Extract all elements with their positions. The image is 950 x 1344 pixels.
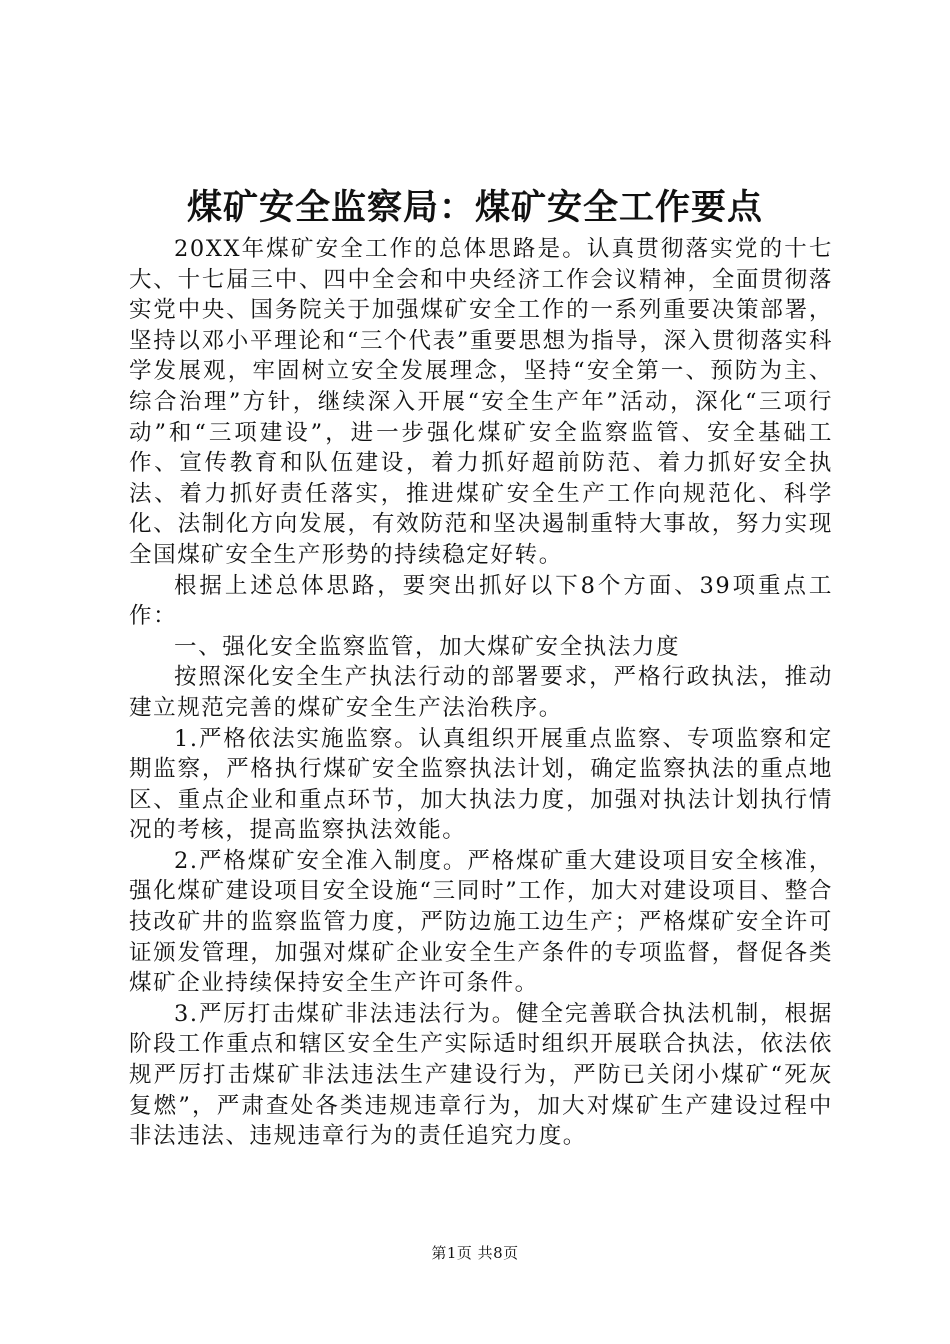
page-number-footer: 第1页 共8页: [431, 1244, 519, 1262]
paragraph-item-1: 1.严格依法实施监察。认真组织开展重点监察、专项监察和定期监察，严格执行煤矿安全监察执法计划，确定监察执法的重点地区、重点企业和重点环节，加大执法力度，加强对执法计划执行情况的考核，提高监察执法效能。: [129, 725, 833, 844]
paragraph-item-2: 2.严格煤矿安全准入制度。严格煤矿重大建设项目安全核准，强化煤矿建设项目安全设施“三同时”工作，加大对建设项目、整合技改矿井的监察监管力度，严防边施工边生产；严格煤矿安全许可证颁发管理，加强对煤矿企业安全生产条件的专项监督，督促各类煤矿企业持续保持安全生产许可条件。: [129, 847, 833, 997]
document-body: [129, 234, 833, 1152]
paragraph-section-1-intro: 按照深化安全生产执法行动的部署要求，严格行政执法，推动建立规范完善的煤矿安全生产法治秩序。: [129, 664, 833, 721]
paragraph-key-tasks-intro: 根据上述总体思路，要突出抓好以下8个方面、39项重点工作：: [129, 572, 833, 630]
paragraph-item-3: 3.严厉打击煤矿非法违法行为。健全完善联合执法机制，根据阶段工作重点和辖区安全生产实际适时组织开展联合执法，依法依规严厉打击煤矿非法违法生产建设行为，严防已关闭小煤矿“死灰复燃”，严肃查处各类违规违章行为，加大对煤矿生产建设过程中非法违法、违规违章行为的责任追究力度。: [129, 1000, 833, 1150]
document-title: 煤矿安全监察局：煤矿安全工作要点: [186, 187, 763, 228]
paragraph-overall-approach: 20XX年煤矿安全工作的总体思路是。认真贯彻落实党的十七大、十七届三中、四中全会和中央经济工作会议精神，全面贯彻落实党中央、国务院关于加强煤矿安全工作的一系列重要决策部署，坚持以邓小平理论和“三个代表”重要思想为指导，深入贯彻落实科学发展观，牢固树立安全发展理念，坚持“安全第一、预防为主、综合治理”方针，继续深入开展“安全生产年”活动，深化“三项行动”和“三项建设”，进一步强化煤矿安全监察监管、安全基础工作、宣传教育和队伍建设，着力抓好超前防范、着力抓好安全执法、着力抓好责任落实，推进煤矿安全生产工作向规范化、科学化、法制化方向发展，有效防范和坚决遏制重特大事故，努力实现全国煤矿安全生产形势的持续稳定好转。: [129, 236, 833, 568]
section-heading-1: 一、强化安全监察监管，加大煤矿安全执法力度: [174, 633, 681, 660]
